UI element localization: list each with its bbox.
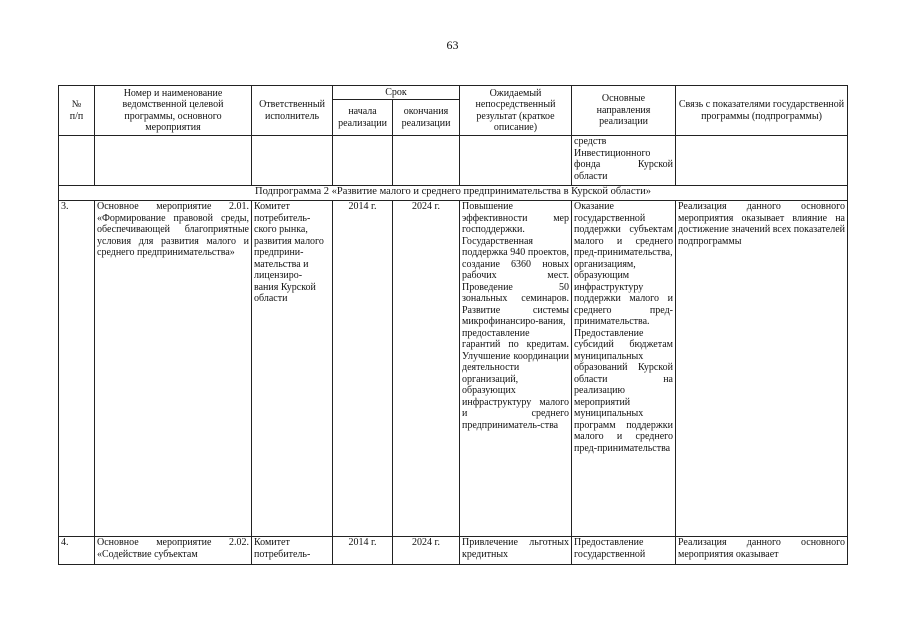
header-expected-result: Ожидаемый непосредственный результат (краткое описание) <box>460 86 572 136</box>
cell-directions: Предоставление государственной <box>572 537 676 565</box>
cell-empty <box>95 136 252 186</box>
cell-empty <box>333 136 393 186</box>
header-num: № п/п <box>59 86 95 136</box>
cell-executor: Комитет потребитель- ского рынка, развития малого предприни- мательства и лицензиро- вания Курской области <box>252 201 333 537</box>
cell-directions: средств Инвестиционного фонда Курской области <box>572 136 676 186</box>
header-link: Связь с показателями государственной программы (подпрограммы) <box>676 86 848 136</box>
cell-end: 2024 г. <box>393 201 460 537</box>
cell-empty <box>676 136 848 186</box>
cell-executor: Комитет потребитель- <box>252 537 333 565</box>
cell-start: 2014 г. <box>333 537 393 565</box>
cell-empty <box>252 136 333 186</box>
cell-link: Реализация данного основного мероприятия оказывает влияние на достижение значений всех показателей подпрограммы <box>676 201 848 537</box>
cell-name: Основное мероприятие 2.02. «Содействие субъектам <box>95 537 252 565</box>
header-directions: Основные направления реализации <box>572 86 676 136</box>
cell-end: 2024 г. <box>393 537 460 565</box>
table-row <box>59 201 848 537</box>
cell-result: Привлечение льготных кредитных <box>460 537 572 565</box>
table-header <box>59 86 848 136</box>
subprogram-title: Подпрограмма 2 «Развитие малого и среднего предпринимательства в Курской области» <box>59 186 848 201</box>
header-executor: Ответственный исполнитель <box>252 86 333 136</box>
cell-link: Реализация данного основного мероприятия оказывает <box>676 537 848 565</box>
continuation-row <box>59 136 848 186</box>
header-name: Номер и наименование ведомственной целевой программы, основного мероприятия <box>95 86 252 136</box>
header-term-end: окончания реализации <box>393 100 460 136</box>
cell-num: 3. <box>59 201 95 537</box>
page-number: 63 <box>446 38 459 52</box>
header-term-start: начала реализации <box>333 100 393 136</box>
cell-directions: Оказание государственной поддержки субъектам малого и среднего пред-принимательства, организациям, образующим инфраструктуру поддержки малого и среднего пред-принимательства. Предоставление субсидий бюджетам муниципальных образований Курской области на реализацию мероприятий муниципальных программ поддержки малого и среднего пред-принимательства <box>572 201 676 537</box>
cell-empty <box>59 136 95 186</box>
subprogram-row <box>59 186 848 201</box>
program-table <box>58 85 848 565</box>
cell-name: Основное мероприятие 2.01. «Формирование правовой среды, обеспечивающей благоприятные условия для развития малого и среднего предпринимательства» <box>95 201 252 537</box>
cell-start: 2014 г. <box>333 201 393 537</box>
cell-num: 4. <box>59 537 95 565</box>
cell-result: Повышение эффективности мер господдержки. Государственная поддержка 940 проектов, создание 6360 новых рабочих мест. Проведение 50 зональных семинаров. Развитие системы микрофинансиро-вания, предоставление гарантий по кредитам. Улучшение координации деятельности организаций, образующих инфраструктуру малого и среднего предприниматель-ства <box>460 201 572 537</box>
table-row <box>59 537 848 565</box>
cell-empty <box>460 136 572 186</box>
header-term: Срок <box>333 86 460 100</box>
cell-empty <box>393 136 460 186</box>
